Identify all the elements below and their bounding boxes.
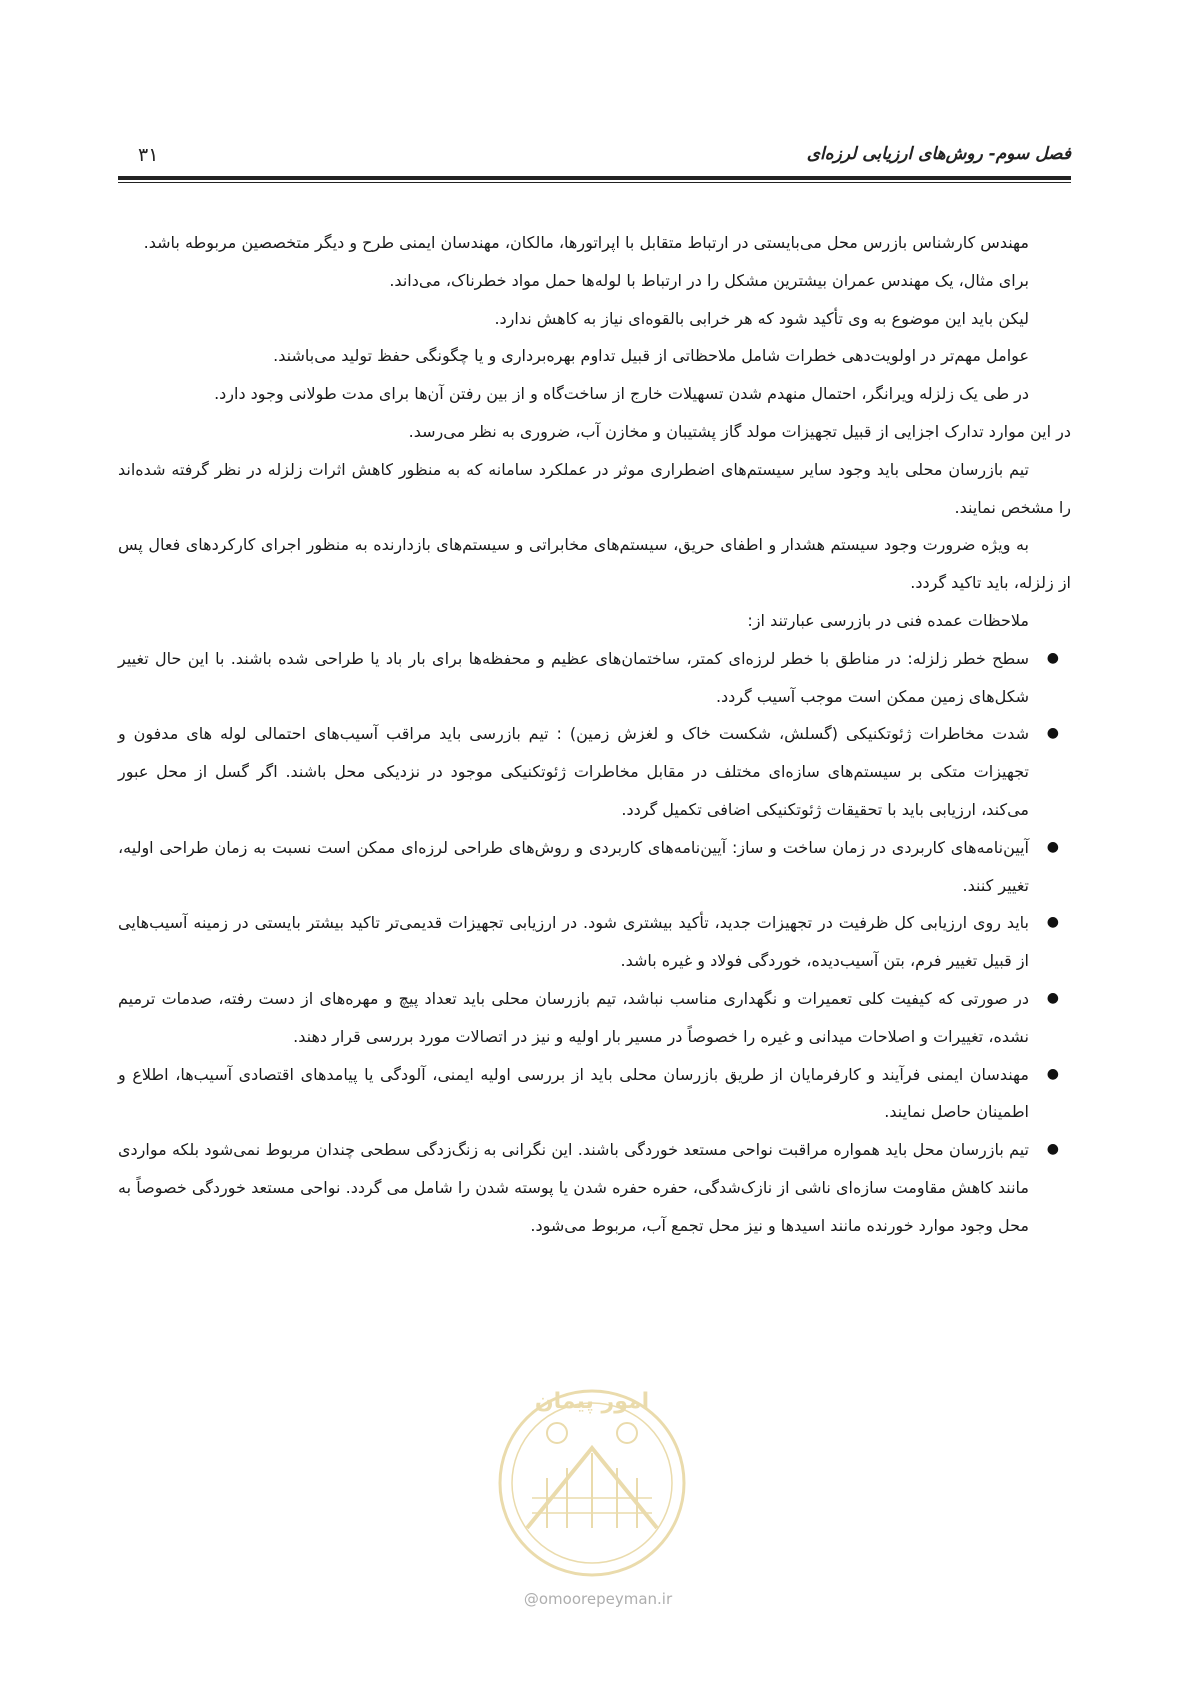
bullet-icon: ● — [1046, 725, 1059, 742]
page-header — [118, 138, 1071, 178]
list-item — [118, 1056, 1059, 1132]
paragraph: در طی یک زلزله ویرانگر، احتمال منهدم شدن تسهیلات خارج از ساخت‌گاه و از بین رفتن آن‌ها برای مدت طولانی وجود دارد. — [214, 384, 1029, 404]
watermark-logo-icon — [487, 1368, 697, 1598]
list-item-text: سطح خطر زلزله: در مناطق با خطر لرزه‌ای کمتر، ساختمان‌های عظیم و محفظه‌ها برای بار باد یا طراحی شده باشند. با این حال تغییر شکل‌های زمین ممکن است موجب آسیب گردد. — [118, 648, 1029, 706]
watermark-logo-text: امور پیمان — [534, 1389, 650, 1414]
bullet-icon: ● — [1046, 1065, 1059, 1082]
considerations-list — [118, 640, 1071, 1245]
list-item-text: باید روی ارزیابی کل ظرفیت در تجهیزات جدید، تأکید بیشتری شود. در ارزیابی تجهیزات قدیمی‌تر تاکید بیشتر بایستی در زمینه آسیب‌هایی از قبیل تغییر فرم، بتن آسیب‌دیده، خوردگی فولاد و غیره باشد. — [118, 913, 1029, 971]
list-item — [118, 829, 1059, 905]
paragraph: در این موارد تدارک اجزایی از قبیل تجهیزات مولد گاز پشتیبان و مخازن آب، ضروری به نظر می‌رسد. — [408, 421, 1071, 441]
body-text — [118, 224, 1071, 1245]
paragraph: مهندس کارشناس بازرس محل می‌بایستی در ارتباط متقابل با اپراتورها، مالکان، مهندسان ایمنی طرح و دیگر متخصصین مربوطه باشد. — [143, 233, 1029, 252]
chapter-title: فصل سوم- روش‌های ارزیابی لرزه‌ای — [806, 144, 1071, 164]
bullet-icon: ● — [1046, 649, 1059, 666]
paragraph: عوامل مهم‌تر در اولویت‌دهی خطرات شامل ملاحظاتی از قبیل تداوم بهره‌برداری و یا چگونگی حفظ تولید می‌باشند. — [273, 346, 1029, 366]
list-item-text: شدت مخاطرات ژئوتکنیکی (گسلش، شکست خاک و لغزش زمین) : تیم بازرسی باید مراقب آسیب‌های احتمالی لوله های مدفون و تجهیزات متکی بر سیستم‌های سازه‌ای مختلف در مقابل مخاطرات ژئوتکنیکی موجود در نزدیکی محل باشند. اگر گسل از محل عبور می‌کند، ارزیابی باید با تحقیقات ژئوتکنیکی اضافی تکمیل گردد. — [118, 724, 1029, 819]
page-number: ۳۱ — [138, 144, 159, 166]
list-item — [118, 640, 1059, 716]
list-item-text: تیم بازرسان محل باید همواره مراقبت نواحی مستعد خوردگی باشند. این نگرانی به زنگ‌زدگی سطحی چندان مربوط نمی‌شود بلکه مواردی مانند کاهش مقاومت سازه‌ای ناشی از نازک‌شدگی، حفره حفره شدن یا پوسته شدن را شامل می گردد. نواحی مستعد خوردگی خصوصاً به محل وجود موارد خورنده مانند اسیدها و نیز محل تجمع آب، مربوط می‌شود. — [118, 1140, 1029, 1235]
bullet-icon: ● — [1046, 1141, 1059, 1158]
list-item — [118, 980, 1059, 1056]
bullet-icon: ● — [1046, 838, 1059, 855]
bullet-icon: ● — [1046, 989, 1059, 1006]
header-divider-thin — [118, 182, 1071, 183]
watermark-domain-text: omoorepeyman.ir — [538, 1590, 673, 1608]
header-divider-thick — [118, 176, 1071, 180]
list-item — [118, 715, 1059, 828]
list-item — [118, 1131, 1059, 1244]
list-item — [118, 904, 1059, 980]
at-icon: @ — [523, 1590, 539, 1608]
paragraph: به ویژه ضرورت وجود سیستم هشدار و اطفای حریق، سیستم‌های مخابراتی و سیستم‌های بازدارنده به منظور اجرای کارکردهای فعال پس از زلزله، باید تاکید گردد. — [118, 535, 1071, 593]
paragraph: برای مثال، یک مهندس عمران بیشترین مشکل را در ارتباط با لوله‌ها حمل مواد خطرناک، می‌داند. — [389, 270, 1029, 290]
paragraph: تیم بازرسان محلی باید وجود سایر سیستم‌های اضطراری موثر در عملکرد سامانه که به منظور کاهش اثرات زلزله در نظر گرفته شده‌اند را مشخص نمایند. — [118, 459, 1071, 517]
bullet-icon: ● — [1046, 914, 1059, 931]
paragraph: لیکن باید این موضوع به وی تأکید شود که هر خرابی بالقوه‌ای نیاز به کاهش ندارد. — [494, 308, 1029, 328]
list-item-text: مهندسان ایمنی فرآیند و کارفرمایان از طریق بازرسان محلی باید از بررسی اولیه ایمنی، آلودگی یا پیامدهای اقتصادی آسیب‌ها، اطلاع و اطمینان حاصل نمایند. — [118, 1064, 1029, 1122]
paragraph: ملاحظات عمده فنی در بازرسی عبارتند از: — [747, 610, 1029, 630]
watermark-domain — [498, 1590, 698, 1608]
list-item-text: در صورتی که کیفیت کلی تعمیرات و نگهداری مناسب نباشد، تیم بازرسان محلی باید تعداد پیچ و مهره‌های از دست رفته، صدمات ترمیم نشده، تغییرات و اصلاحات میدانی و غیره را خصوصاً در مسیر بار اولیه و نیز در اتصالات مورد بررسی قرار دهند. — [118, 988, 1029, 1046]
list-item-text: آیین‌نامه‌های کاربردی در زمان ساخت و ساز: آیین‌نامه‌های کاربردی و روش‌های طراحی لرزه‌ای ممکن است نسبت به زمان طراحی اولیه، تغییر کنند. — [118, 837, 1029, 895]
